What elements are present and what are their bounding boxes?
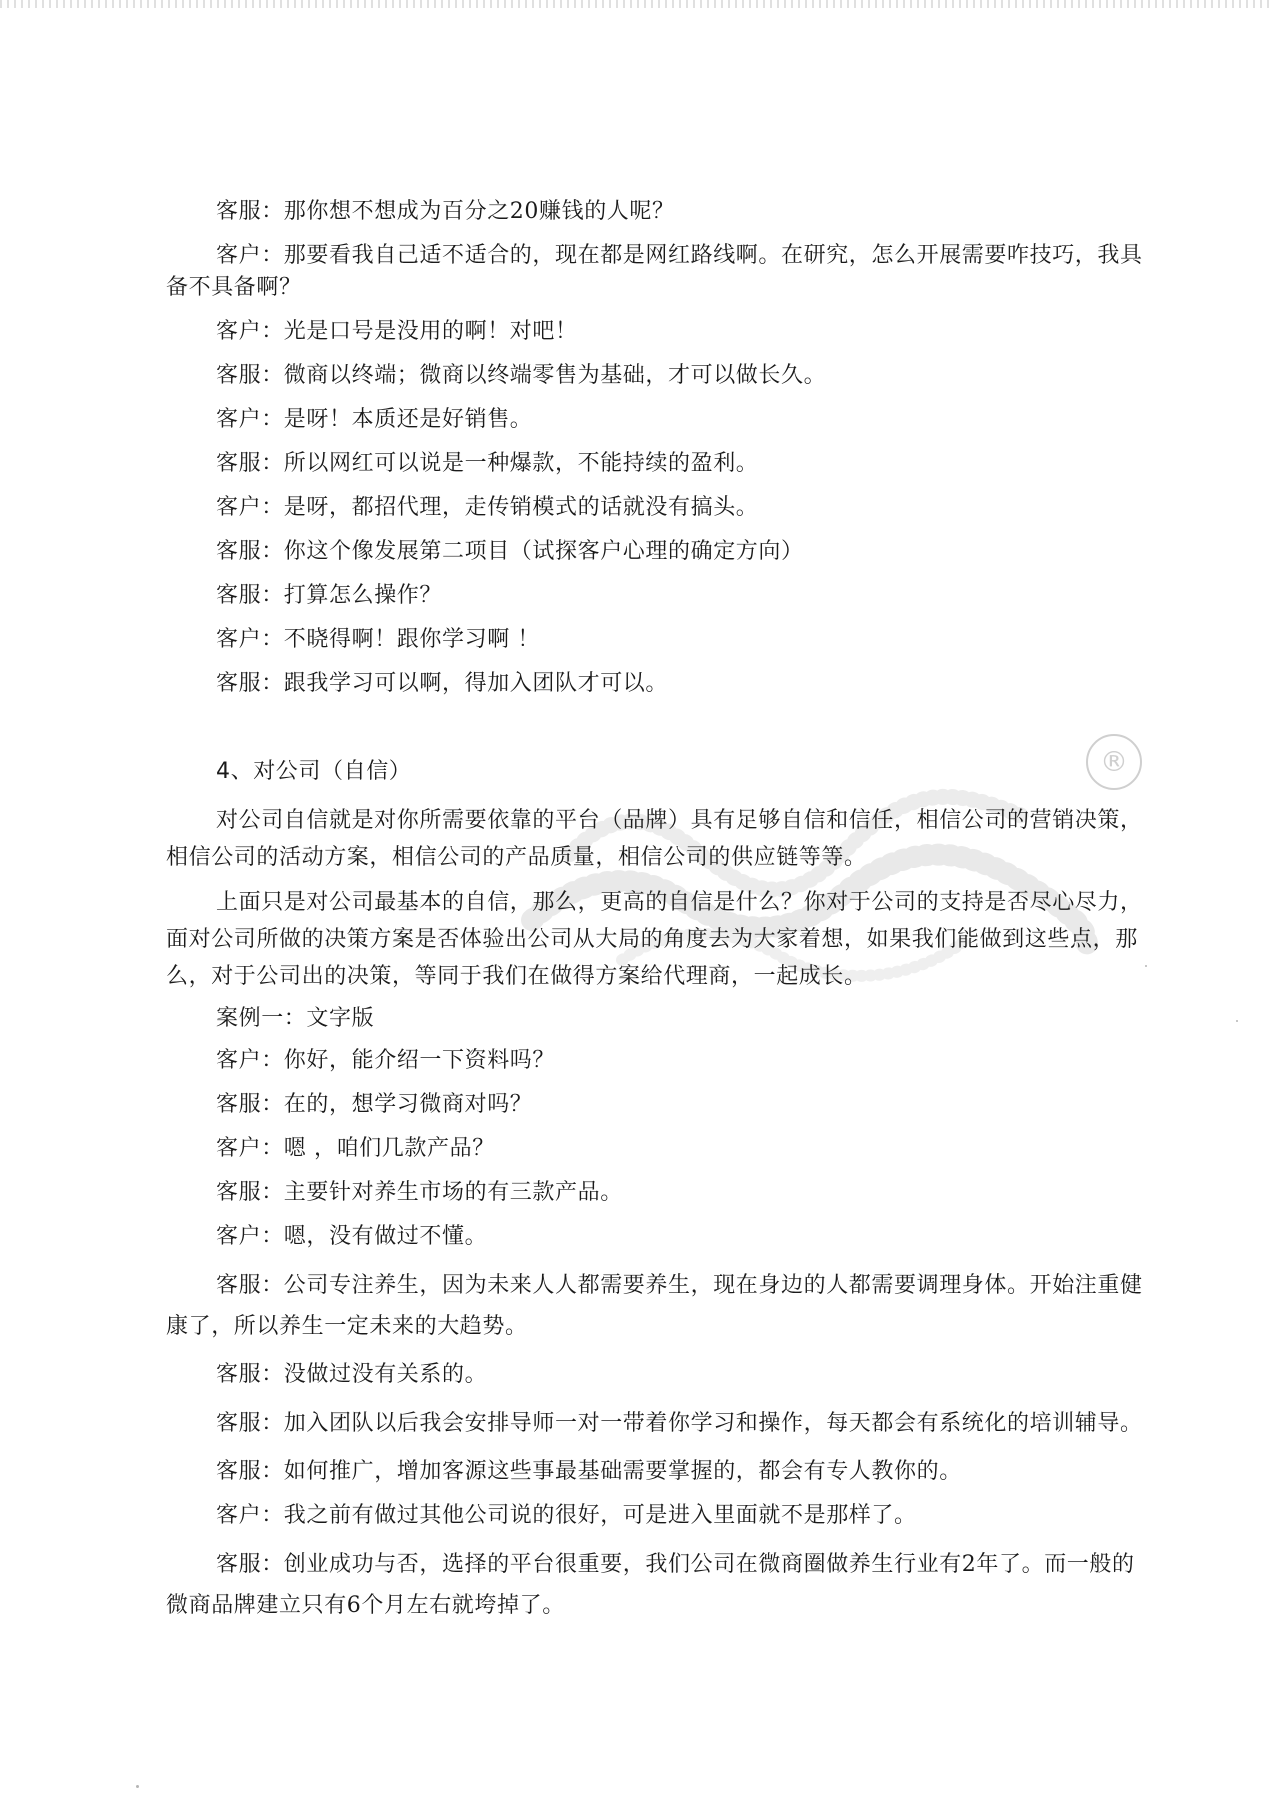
- dialogue-line: 客服：打算怎么操作？: [216, 583, 443, 608]
- dialogue-line: 客户：我之前有做过其他公司说的很好，可是进入里面就不是那样了。: [216, 1503, 917, 1528]
- dialogue-line: 客服：没做过没有关系的。: [216, 1362, 488, 1387]
- scan-speck: [136, 1785, 139, 1788]
- scan-top-edge: [0, 0, 1273, 8]
- dialogue-case: [166, 1045, 1151, 1626]
- dialogue-line: 客服：在的，想学习微商对吗？: [216, 1092, 533, 1117]
- document-content: [166, 196, 1151, 1638]
- dialogue-line: 客户：嗯，没有做过不懂。: [216, 1224, 488, 1249]
- dialogue-line: 客服：你这个像发展第二项目（试探客户心理的确定方向）: [216, 539, 804, 564]
- dialogue-line: 客服：如何推广，增加客源这些事最基础需要掌握的，都会有专人教你的。: [216, 1459, 962, 1484]
- registered-mark-icon: ®: [1086, 734, 1142, 790]
- dialogue-line: 客户：嗯 ，咱们几款产品？: [216, 1136, 495, 1161]
- dialogue-line: 客服：公司专注养生，因为未来人人都需要养生，现在身边的人都需要调理身体。开始注重健康了，所以养生一定未来的大趋势。: [166, 1273, 1143, 1339]
- body-paragraph: 对公司自信就是对你所需要依靠的平台（品牌）具有足够自信和信任，相信公司的营销决策，相信公司的活动方案，相信公司的产品质量，相信公司的供应链等等。: [166, 808, 1143, 870]
- scan-speck: [1236, 1020, 1238, 1022]
- dialogue-line: 客户：是呀，都招代理，走传销模式的话就没有搞头。: [216, 495, 759, 520]
- dialogue-line: 客服：跟我学习可以啊，得加入团队才可以。: [216, 671, 669, 696]
- section-heading: 4、对公司（自信）: [216, 759, 412, 784]
- dialogue-line: 客服：所以网红可以说是一种爆款，不能持续的盈利。: [216, 451, 759, 476]
- dialogue-line: 客户：不晓得啊！跟你学习啊 ！: [216, 627, 540, 652]
- dialogue-line: 客服：主要针对养生市场的有三款产品。: [216, 1180, 623, 1205]
- dialogue-line: 客户：是呀！本质还是好销售。: [216, 407, 533, 432]
- dialogue-line: 客户：那要看我自己适不适合的，现在都是网红路线啊。在研究，怎么开展需要咋技巧，我具备不具备啊？: [166, 243, 1143, 300]
- body-copy: [166, 802, 1151, 995]
- scan-speck: [1145, 965, 1147, 967]
- dialogue-line: 客服：那你想不想成为百分之20赚钱的人呢？: [216, 199, 675, 224]
- case-label: 案例一：文字版: [216, 1006, 375, 1031]
- dialogue-line: 客服：创业成功与否，选择的平台很重要，我们公司在微商圈做养生行业有2年了。而一般的微商品牌建立只有6个月左右就垮掉了。: [166, 1552, 1135, 1618]
- dialogue-line: 客服：微商以终端；微商以终端零售为基础，才可以做长久。: [216, 363, 827, 388]
- body-paragraph: 上面只是对公司最基本的自信，那么，更高的自信是什么？你对于公司的支持是否尽心尽力，面对公司所做的决策方案是否体验出公司从大局的角度去为大家着想，如果我们能做到这些点，那么，对于公司出的决策，等同于我们在做得方案给代理商，一起成长。: [166, 890, 1143, 989]
- dialogue-line: 客服：加入团队以后我会安排导师一对一带着你学习和操作，每天都会有系统化的培训辅导。: [216, 1411, 1143, 1436]
- dialogue-line: 客户：你好，能介绍一下资料吗？: [216, 1048, 556, 1073]
- dialogue-line: 客户：光是口号是没用的啊！对吧！: [216, 319, 578, 344]
- dialogue-top: [166, 196, 1151, 700]
